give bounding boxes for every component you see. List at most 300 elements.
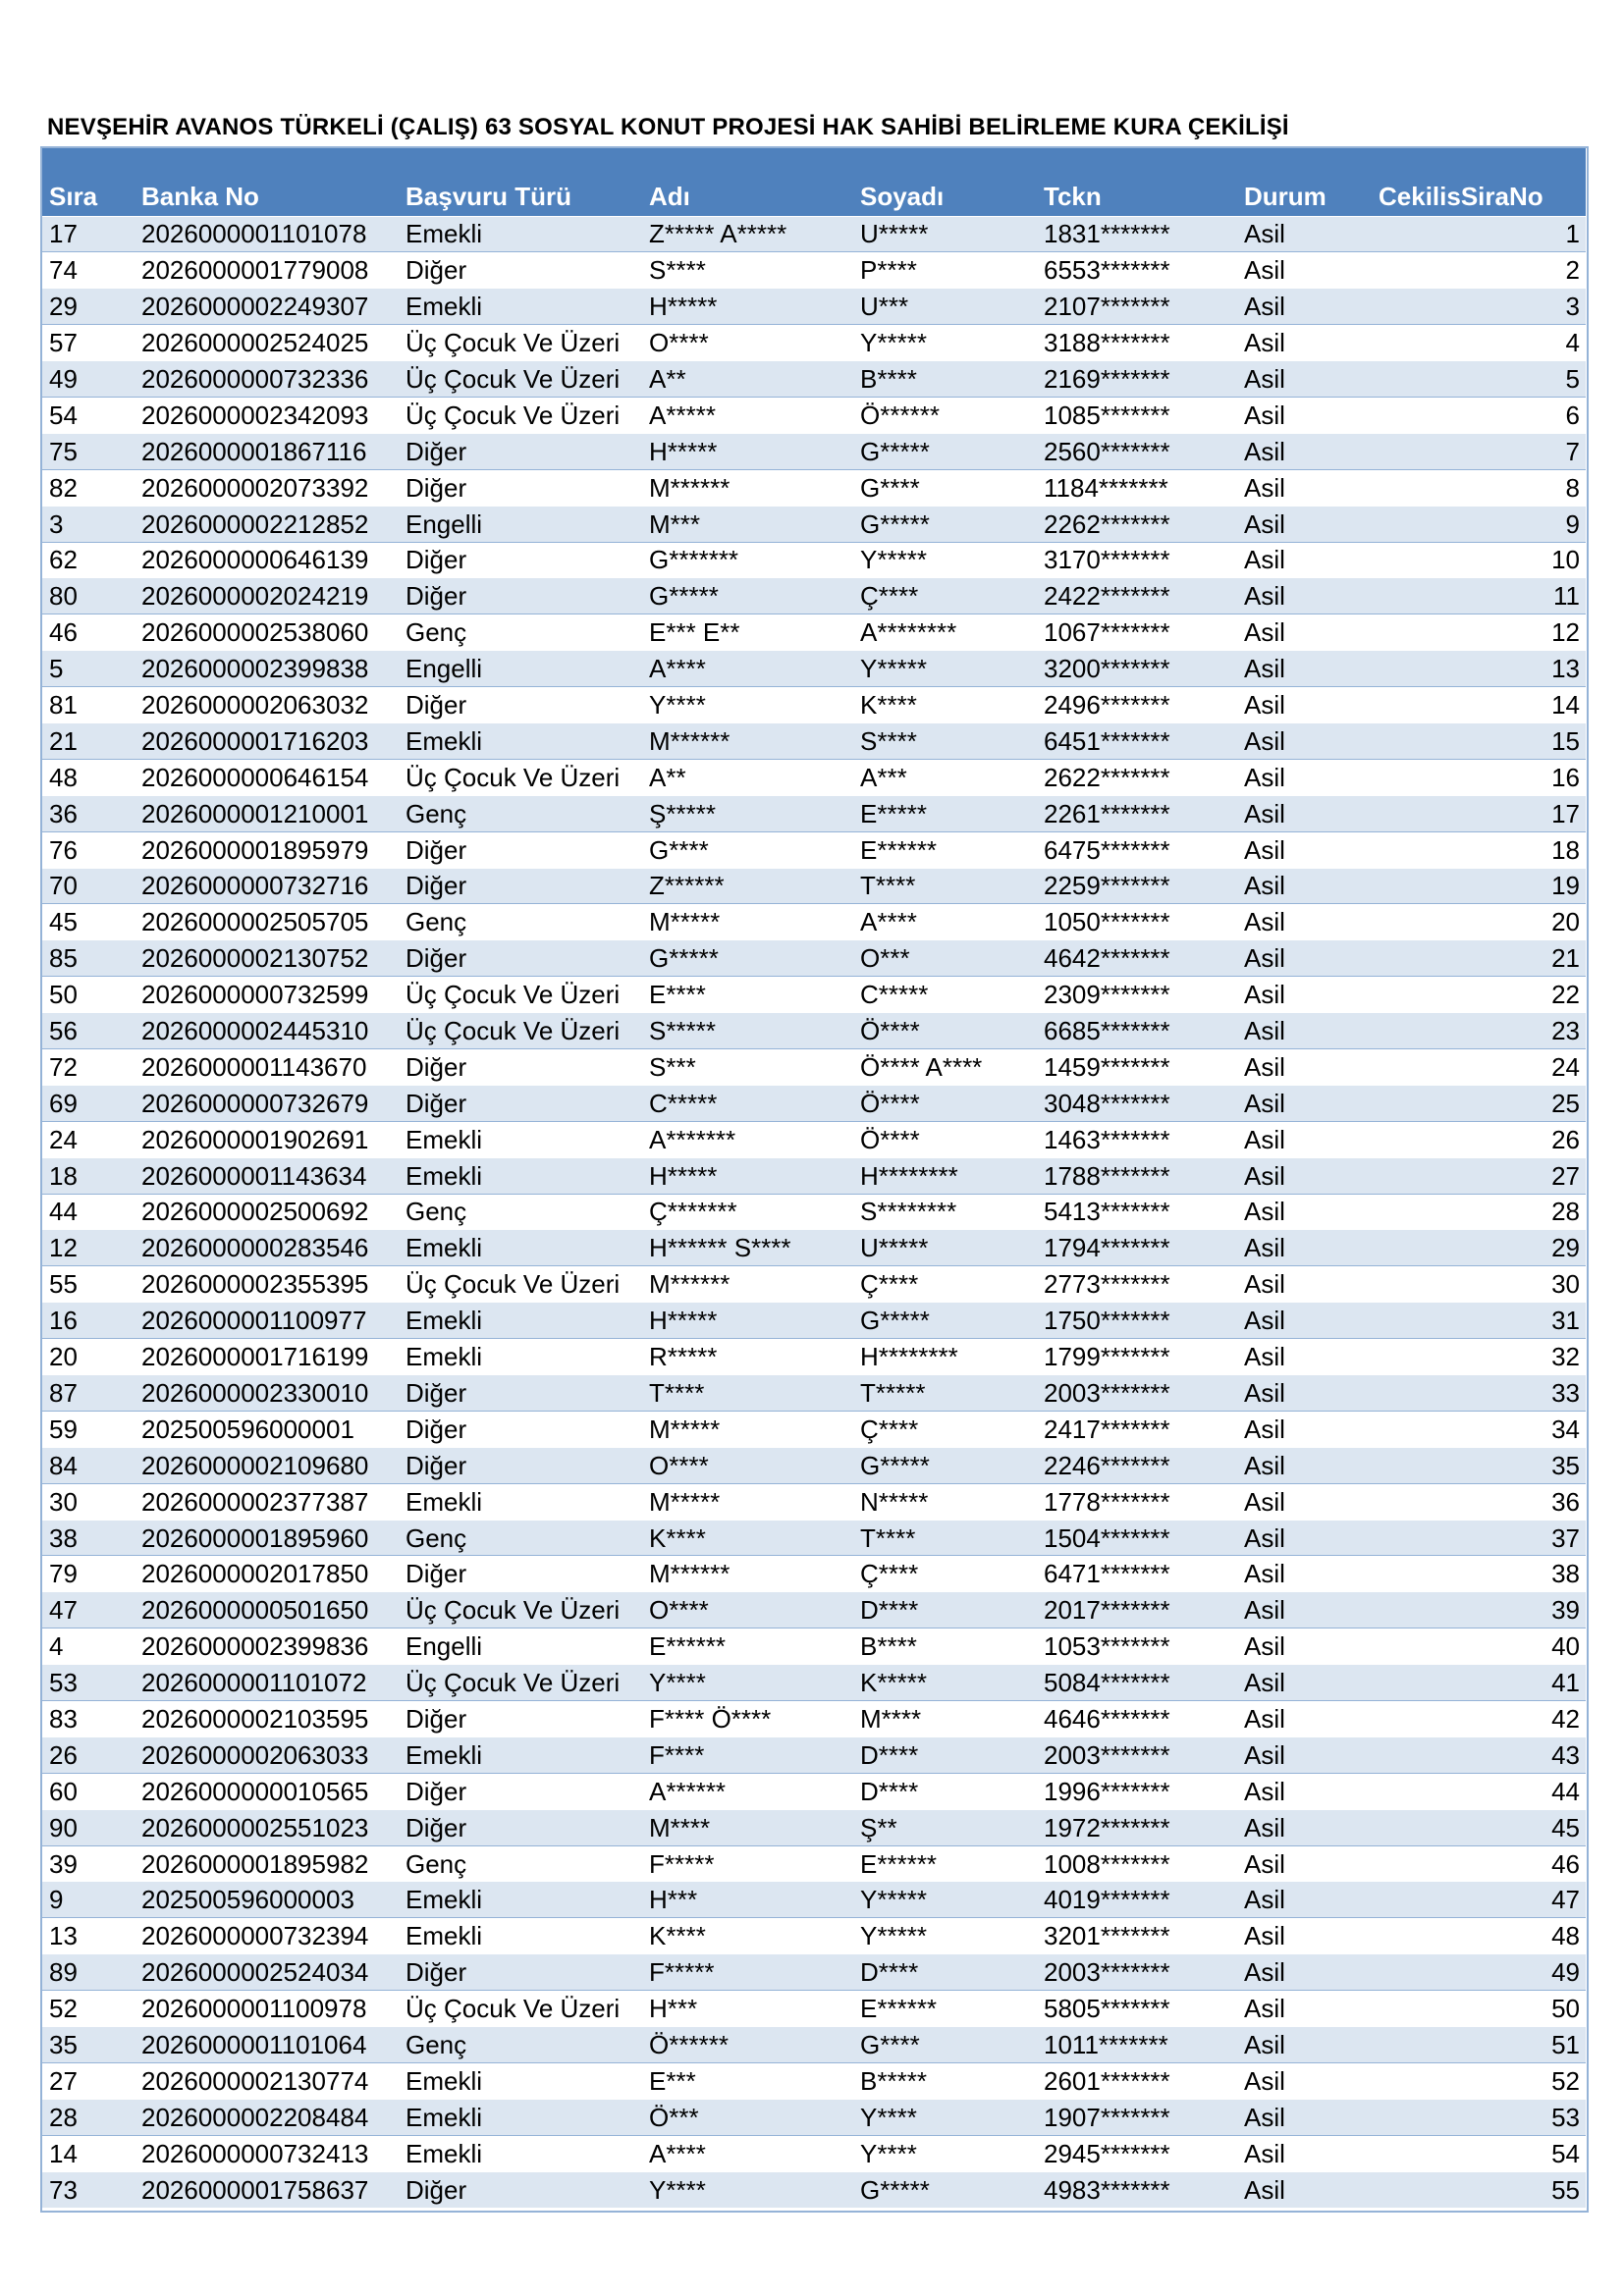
cell-soyadi: E****** [852, 1991, 1036, 2027]
cell-sira: 17 [41, 216, 134, 252]
cell-adi: Y**** [641, 2171, 852, 2208]
cell-durum: Asil [1236, 216, 1371, 252]
table-row [41, 1339, 1586, 1375]
cell-tckn: 6553******* [1036, 252, 1236, 289]
cell-durum: Asil [1236, 506, 1371, 542]
table-row [41, 1665, 1586, 1701]
cell-durum: Asil [1236, 469, 1371, 506]
table-row [41, 433, 1586, 469]
cell-banka-no: 2026000002063033 [134, 1736, 398, 1773]
cell-banka-no: 2026000001100978 [134, 1991, 398, 2027]
cell-adi: Ç******* [641, 1194, 852, 1230]
cell-cekilis-sira-no: 49 [1371, 1954, 1586, 1991]
cell-tckn: 2259******* [1036, 868, 1236, 904]
cell-cekilis-sira-no: 13 [1371, 651, 1586, 687]
cell-durum: Asil [1236, 2171, 1371, 2208]
cell-adi: A**** [641, 651, 852, 687]
cell-adi: Ö****** [641, 2027, 852, 2063]
table-body [41, 216, 1586, 2208]
cell-cekilis-sira-no: 37 [1371, 1520, 1586, 1556]
cell-banka-no: 2026000001101072 [134, 1665, 398, 1701]
cell-banka-no: 2026000002063032 [134, 687, 398, 723]
cell-durum: Asil [1236, 1665, 1371, 1701]
cell-basvuru-turu: Üç Çocuk Ve Üzeri [398, 1266, 641, 1303]
table-row [41, 2171, 1586, 2208]
cell-tckn: 1778******* [1036, 1483, 1236, 1520]
cell-banka-no: 2026000001902691 [134, 1121, 398, 1157]
cell-soyadi: K**** [852, 687, 1036, 723]
cell-sira: 70 [41, 868, 134, 904]
cell-banka-no: 2026000000732599 [134, 977, 398, 1013]
cell-durum: Asil [1236, 687, 1371, 723]
cell-durum: Asil [1236, 578, 1371, 614]
cell-adi: M**** [641, 1809, 852, 1845]
cell-durum: Asil [1236, 1085, 1371, 1121]
cell-basvuru-turu: Üç Çocuk Ve Üzeri [398, 1592, 641, 1629]
cell-sira: 73 [41, 2171, 134, 2208]
cell-cekilis-sira-no: 15 [1371, 722, 1586, 759]
cell-adi: A** [641, 361, 852, 398]
cell-tckn: 3188******* [1036, 325, 1236, 361]
cell-durum: Asil [1236, 759, 1371, 795]
cell-basvuru-turu: Engelli [398, 506, 641, 542]
cell-durum: Asil [1236, 977, 1371, 1013]
cell-basvuru-turu: Diğer [398, 831, 641, 868]
cell-soyadi: Ö**** [852, 1085, 1036, 1121]
cell-soyadi: Ö****** [852, 397, 1036, 433]
cell-basvuru-turu: Emekli [398, 289, 641, 325]
cell-durum: Asil [1236, 252, 1371, 289]
cell-durum: Asil [1236, 904, 1371, 940]
cell-basvuru-turu: Emekli [398, 1303, 641, 1339]
cell-durum: Asil [1236, 361, 1371, 398]
cell-tckn: 5805******* [1036, 1991, 1236, 2027]
cell-soyadi: Y***** [852, 542, 1036, 578]
cell-sira: 39 [41, 1845, 134, 1882]
cell-sira: 50 [41, 977, 134, 1013]
cell-soyadi: O*** [852, 940, 1036, 977]
cell-sira: 62 [41, 542, 134, 578]
cell-durum: Asil [1236, 1736, 1371, 1773]
cell-soyadi: G***** [852, 506, 1036, 542]
cell-tckn: 2773******* [1036, 1266, 1236, 1303]
table-row [41, 1194, 1586, 1230]
table-row [41, 289, 1586, 325]
cell-tckn: 1750******* [1036, 1303, 1236, 1339]
cell-sira: 9 [41, 1882, 134, 1918]
cell-banka-no: 202500596000003 [134, 1882, 398, 1918]
cell-soyadi: T**** [852, 1520, 1036, 1556]
table-row [41, 1375, 1586, 1412]
cell-sira: 21 [41, 722, 134, 759]
cell-sira: 45 [41, 904, 134, 940]
cell-adi: T**** [641, 1375, 852, 1412]
cell-tckn: 2169******* [1036, 361, 1236, 398]
cell-sira: 81 [41, 687, 134, 723]
cell-tckn: 4642******* [1036, 940, 1236, 977]
cell-adi: E*** E** [641, 614, 852, 651]
cell-durum: Asil [1236, 289, 1371, 325]
cell-basvuru-turu: Üç Çocuk Ve Üzeri [398, 1665, 641, 1701]
cell-tckn: 1067******* [1036, 614, 1236, 651]
cell-adi: Y**** [641, 1665, 852, 1701]
cell-banka-no: 2026000002355395 [134, 1266, 398, 1303]
cell-banka-no: 2026000002109680 [134, 1447, 398, 1483]
cell-soyadi: B***** [852, 2062, 1036, 2099]
cell-cekilis-sira-no: 33 [1371, 1375, 1586, 1412]
cell-tckn: 2422******* [1036, 578, 1236, 614]
cell-banka-no: 2026000002024219 [134, 578, 398, 614]
cell-soyadi: Ö**** [852, 1121, 1036, 1157]
cell-adi: M***** [641, 904, 852, 940]
cell-cekilis-sira-no: 32 [1371, 1339, 1586, 1375]
cell-basvuru-turu: Üç Çocuk Ve Üzeri [398, 759, 641, 795]
cell-soyadi: A*** [852, 759, 1036, 795]
table-row [41, 904, 1586, 940]
cell-basvuru-turu: Emekli [398, 1918, 641, 1954]
cell-cekilis-sira-no: 28 [1371, 1194, 1586, 1230]
table-row [41, 1954, 1586, 1991]
table-row [41, 687, 1586, 723]
cell-durum: Asil [1236, 831, 1371, 868]
cell-cekilis-sira-no: 48 [1371, 1918, 1586, 1954]
cell-banka-no: 2026000002208484 [134, 2099, 398, 2135]
cell-durum: Asil [1236, 433, 1371, 469]
column-header-durum: Durum [1244, 181, 1326, 211]
cell-basvuru-turu: Diğer [398, 252, 641, 289]
cell-sira: 53 [41, 1665, 134, 1701]
cell-tckn: 1504******* [1036, 1520, 1236, 1556]
cell-basvuru-turu: Engelli [398, 1629, 641, 1665]
cell-tckn: 5413******* [1036, 1194, 1236, 1230]
cell-cekilis-sira-no: 30 [1371, 1266, 1586, 1303]
cell-durum: Asil [1236, 1556, 1371, 1592]
cell-tckn: 2496******* [1036, 687, 1236, 723]
cell-tckn: 2003******* [1036, 1375, 1236, 1412]
cell-soyadi: A**** [852, 904, 1036, 940]
cell-durum: Asil [1236, 1629, 1371, 1665]
page-title: NEVŞEHİR AVANOS TÜRKELİ (ÇALIŞ) 63 SOSYAL KONUT PROJESİ HAK SAHİBİ BELİRLEME KURA ÇEKİLİŞİ [47, 114, 1289, 140]
cell-cekilis-sira-no: 4 [1371, 325, 1586, 361]
cell-sira: 57 [41, 325, 134, 361]
cell-sira: 30 [41, 1483, 134, 1520]
cell-durum: Asil [1236, 1447, 1371, 1483]
cell-basvuru-turu: Üç Çocuk Ve Üzeri [398, 977, 641, 1013]
cell-durum: Asil [1236, 614, 1371, 651]
cell-durum: Asil [1236, 1773, 1371, 1809]
cell-banka-no: 2026000000732716 [134, 868, 398, 904]
table-row [41, 1991, 1586, 2027]
cell-basvuru-turu: Diğer [398, 940, 641, 977]
table-row [41, 795, 1586, 831]
cell-soyadi: P**** [852, 252, 1036, 289]
table-row [41, 651, 1586, 687]
cell-sira: 20 [41, 1339, 134, 1375]
cell-soyadi: D**** [852, 1954, 1036, 1991]
table-row [41, 1447, 1586, 1483]
table-row [41, 868, 1586, 904]
cell-tckn: 1085******* [1036, 397, 1236, 433]
cell-sira: 59 [41, 1411, 134, 1447]
cell-tckn: 6471******* [1036, 1556, 1236, 1592]
cell-adi: H****** S**** [641, 1230, 852, 1266]
cell-tckn: 1799******* [1036, 1339, 1236, 1375]
table-row [41, 1483, 1586, 1520]
table-row [41, 1013, 1586, 1049]
cell-banka-no: 2026000001143634 [134, 1157, 398, 1194]
cell-adi: A**** [641, 2135, 852, 2171]
table-row [41, 977, 1586, 1013]
cell-soyadi: Ö**** [852, 1013, 1036, 1049]
cell-banka-no: 2026000002524034 [134, 1954, 398, 1991]
cell-cekilis-sira-no: 44 [1371, 1773, 1586, 1809]
table-row [41, 361, 1586, 398]
cell-banka-no: 2026000002505705 [134, 904, 398, 940]
cell-cekilis-sira-no: 41 [1371, 1665, 1586, 1701]
cell-cekilis-sira-no: 47 [1371, 1882, 1586, 1918]
cell-sira: 80 [41, 578, 134, 614]
cell-sira: 5 [41, 651, 134, 687]
cell-basvuru-turu: Diğer [398, 2171, 641, 2208]
cell-adi: A***** [641, 397, 852, 433]
table-row [41, 1303, 1586, 1339]
cell-adi: M***** [641, 1411, 852, 1447]
cell-basvuru-turu: Emekli [398, 1882, 641, 1918]
cell-adi: H***** [641, 433, 852, 469]
cell-sira: 85 [41, 940, 134, 977]
cell-durum: Asil [1236, 1157, 1371, 1194]
cell-sira: 75 [41, 433, 134, 469]
cell-basvuru-turu: Diğer [398, 1048, 641, 1085]
cell-durum: Asil [1236, 795, 1371, 831]
cell-banka-no: 2026000002130752 [134, 940, 398, 977]
table-row [41, 1085, 1586, 1121]
cell-adi: K**** [641, 1918, 852, 1954]
table-row [41, 469, 1586, 506]
cell-adi: M****** [641, 722, 852, 759]
cell-cekilis-sira-no: 53 [1371, 2099, 1586, 2135]
cell-banka-no: 2026000001101078 [134, 216, 398, 252]
cell-tckn: 2309******* [1036, 977, 1236, 1013]
cell-soyadi: U***** [852, 1230, 1036, 1266]
cell-soyadi: Ç**** [852, 1556, 1036, 1592]
cell-durum: Asil [1236, 1013, 1371, 1049]
cell-cekilis-sira-no: 39 [1371, 1592, 1586, 1629]
cell-durum: Asil [1236, 1375, 1371, 1412]
cell-cekilis-sira-no: 8 [1371, 469, 1586, 506]
cell-cekilis-sira-no: 26 [1371, 1121, 1586, 1157]
cell-tckn: 4983******* [1036, 2171, 1236, 2208]
cell-banka-no: 2026000000732394 [134, 1918, 398, 1954]
cell-banka-no: 2026000000732413 [134, 2135, 398, 2171]
cell-durum: Asil [1236, 651, 1371, 687]
table-row [41, 1773, 1586, 1809]
cell-tckn: 1008******* [1036, 1845, 1236, 1882]
cell-soyadi: Ç**** [852, 578, 1036, 614]
cell-cekilis-sira-no: 3 [1371, 289, 1586, 325]
cell-sira: 12 [41, 1230, 134, 1266]
cell-tckn: 2622******* [1036, 759, 1236, 795]
cell-adi: H*** [641, 1991, 852, 2027]
cell-adi: E*** [641, 2062, 852, 2099]
cell-cekilis-sira-no: 22 [1371, 977, 1586, 1013]
cell-soyadi: E****** [852, 1845, 1036, 1882]
cell-banka-no: 2026000000010565 [134, 1773, 398, 1809]
cell-basvuru-turu: Emekli [398, 1157, 641, 1194]
cell-banka-no: 2026000001143670 [134, 1048, 398, 1085]
cell-tckn: 6685******* [1036, 1013, 1236, 1049]
cell-tckn: 3048******* [1036, 1085, 1236, 1121]
cell-soyadi: Ç**** [852, 1411, 1036, 1447]
cell-basvuru-turu: Genç [398, 1194, 641, 1230]
cell-durum: Asil [1236, 1048, 1371, 1085]
cell-tckn: 3170******* [1036, 542, 1236, 578]
cell-tckn: 6475******* [1036, 831, 1236, 868]
cell-cekilis-sira-no: 55 [1371, 2171, 1586, 2208]
cell-adi: G**** [641, 831, 852, 868]
cell-durum: Asil [1236, 397, 1371, 433]
cell-adi: O**** [641, 1592, 852, 1629]
cell-tckn: 3201******* [1036, 1918, 1236, 1954]
cell-sira: 69 [41, 1085, 134, 1121]
cell-banka-no: 2026000002330010 [134, 1375, 398, 1412]
cell-banka-no: 2026000002524025 [134, 325, 398, 361]
cell-durum: Asil [1236, 2062, 1371, 2099]
cell-soyadi: K***** [852, 1665, 1036, 1701]
cell-sira: 49 [41, 361, 134, 398]
cell-cekilis-sira-no: 6 [1371, 397, 1586, 433]
cell-cekilis-sira-no: 24 [1371, 1048, 1586, 1085]
column-header-banka-no: Banka No [141, 181, 259, 211]
cell-banka-no: 2026000002500692 [134, 1194, 398, 1230]
cell-soyadi: E****** [852, 831, 1036, 868]
cell-sira: 48 [41, 759, 134, 795]
cell-cekilis-sira-no: 9 [1371, 506, 1586, 542]
cell-adi: M****** [641, 1266, 852, 1303]
cell-sira: 56 [41, 1013, 134, 1049]
cell-durum: Asil [1236, 1194, 1371, 1230]
cell-adi: G***** [641, 578, 852, 614]
cell-adi: A** [641, 759, 852, 795]
cell-durum: Asil [1236, 1303, 1371, 1339]
cell-adi: O**** [641, 1447, 852, 1483]
cell-durum: Asil [1236, 1121, 1371, 1157]
cell-soyadi: Y***** [852, 1882, 1036, 1918]
results-table [41, 147, 1586, 2208]
cell-basvuru-turu: Üç Çocuk Ve Üzeri [398, 1013, 641, 1049]
cell-basvuru-turu: Diğer [398, 687, 641, 723]
cell-adi: S***** [641, 1013, 852, 1049]
column-header-cekilis-sira-no: CekilisSiraNo [1379, 181, 1543, 211]
cell-sira: 82 [41, 469, 134, 506]
cell-tckn: 2945******* [1036, 2135, 1236, 2171]
cell-banka-no: 2026000001895982 [134, 1845, 398, 1882]
cell-adi: H***** [641, 1157, 852, 1194]
cell-adi: Ş***** [641, 795, 852, 831]
cell-basvuru-turu: Diğer [398, 578, 641, 614]
cell-soyadi: D**** [852, 1736, 1036, 1773]
results-table-container [41, 147, 1586, 2208]
cell-soyadi: Ö**** A**** [852, 1048, 1036, 1085]
cell-banka-no: 2026000001779008 [134, 252, 398, 289]
column-header-adi: Adı [649, 181, 690, 211]
cell-durum: Asil [1236, 1520, 1371, 1556]
cell-banka-no: 2026000001895979 [134, 831, 398, 868]
cell-adi: Z***** A***** [641, 216, 852, 252]
cell-adi: F**** [641, 1736, 852, 1773]
cell-sira: 28 [41, 2099, 134, 2135]
cell-tckn: 2560******* [1036, 433, 1236, 469]
cell-durum: Asil [1236, 542, 1371, 578]
cell-cekilis-sira-no: 36 [1371, 1483, 1586, 1520]
cell-cekilis-sira-no: 27 [1371, 1157, 1586, 1194]
cell-cekilis-sira-no: 19 [1371, 868, 1586, 904]
cell-adi: R***** [641, 1339, 852, 1375]
cell-basvuru-turu: Üç Çocuk Ve Üzeri [398, 361, 641, 398]
cell-banka-no: 2026000001100977 [134, 1303, 398, 1339]
cell-sira: 74 [41, 252, 134, 289]
cell-durum: Asil [1236, 1954, 1371, 1991]
cell-sira: 54 [41, 397, 134, 433]
table-row [41, 1520, 1586, 1556]
cell-durum: Asil [1236, 1592, 1371, 1629]
cell-banka-no: 2026000002103595 [134, 1701, 398, 1737]
cell-soyadi: B**** [852, 1629, 1036, 1665]
cell-basvuru-turu: Emekli [398, 1736, 641, 1773]
cell-adi: G******* [641, 542, 852, 578]
table-row [41, 325, 1586, 361]
cell-sira: 13 [41, 1918, 134, 1954]
cell-adi: S**** [641, 252, 852, 289]
table-row [41, 1918, 1586, 1954]
cell-banka-no: 2026000000646139 [134, 542, 398, 578]
cell-sira: 24 [41, 1121, 134, 1157]
cell-durum: Asil [1236, 325, 1371, 361]
cell-basvuru-turu: Emekli [398, 2062, 641, 2099]
table-row [41, 252, 1586, 289]
cell-durum: Asil [1236, 1991, 1371, 2027]
cell-tckn: 2261******* [1036, 795, 1236, 831]
cell-adi: K**** [641, 1520, 852, 1556]
table-row [41, 216, 1586, 252]
cell-banka-no: 2026000000501650 [134, 1592, 398, 1629]
cell-cekilis-sira-no: 31 [1371, 1303, 1586, 1339]
table-row [41, 2099, 1586, 2135]
table-row [41, 1736, 1586, 1773]
cell-durum: Asil [1236, 722, 1371, 759]
cell-cekilis-sira-no: 34 [1371, 1411, 1586, 1447]
cell-cekilis-sira-no: 12 [1371, 614, 1586, 651]
cell-banka-no: 2026000002377387 [134, 1483, 398, 1520]
cell-soyadi: U*** [852, 289, 1036, 325]
cell-sira: 29 [41, 289, 134, 325]
cell-sira: 36 [41, 795, 134, 831]
cell-soyadi: M**** [852, 1701, 1036, 1737]
cell-sira: 16 [41, 1303, 134, 1339]
cell-basvuru-turu: Genç [398, 1520, 641, 1556]
cell-tckn: 1972******* [1036, 1809, 1236, 1845]
cell-cekilis-sira-no: 46 [1371, 1845, 1586, 1882]
cell-soyadi: H******** [852, 1339, 1036, 1375]
cell-banka-no: 2026000001101064 [134, 2027, 398, 2063]
cell-durum: Asil [1236, 1411, 1371, 1447]
cell-adi: Ö*** [641, 2099, 852, 2135]
cell-sira: 55 [41, 1266, 134, 1303]
cell-durum: Asil [1236, 2027, 1371, 2063]
table-row [41, 1882, 1586, 1918]
cell-soyadi: Y***** [852, 1918, 1036, 1954]
cell-tckn: 3200******* [1036, 651, 1236, 687]
